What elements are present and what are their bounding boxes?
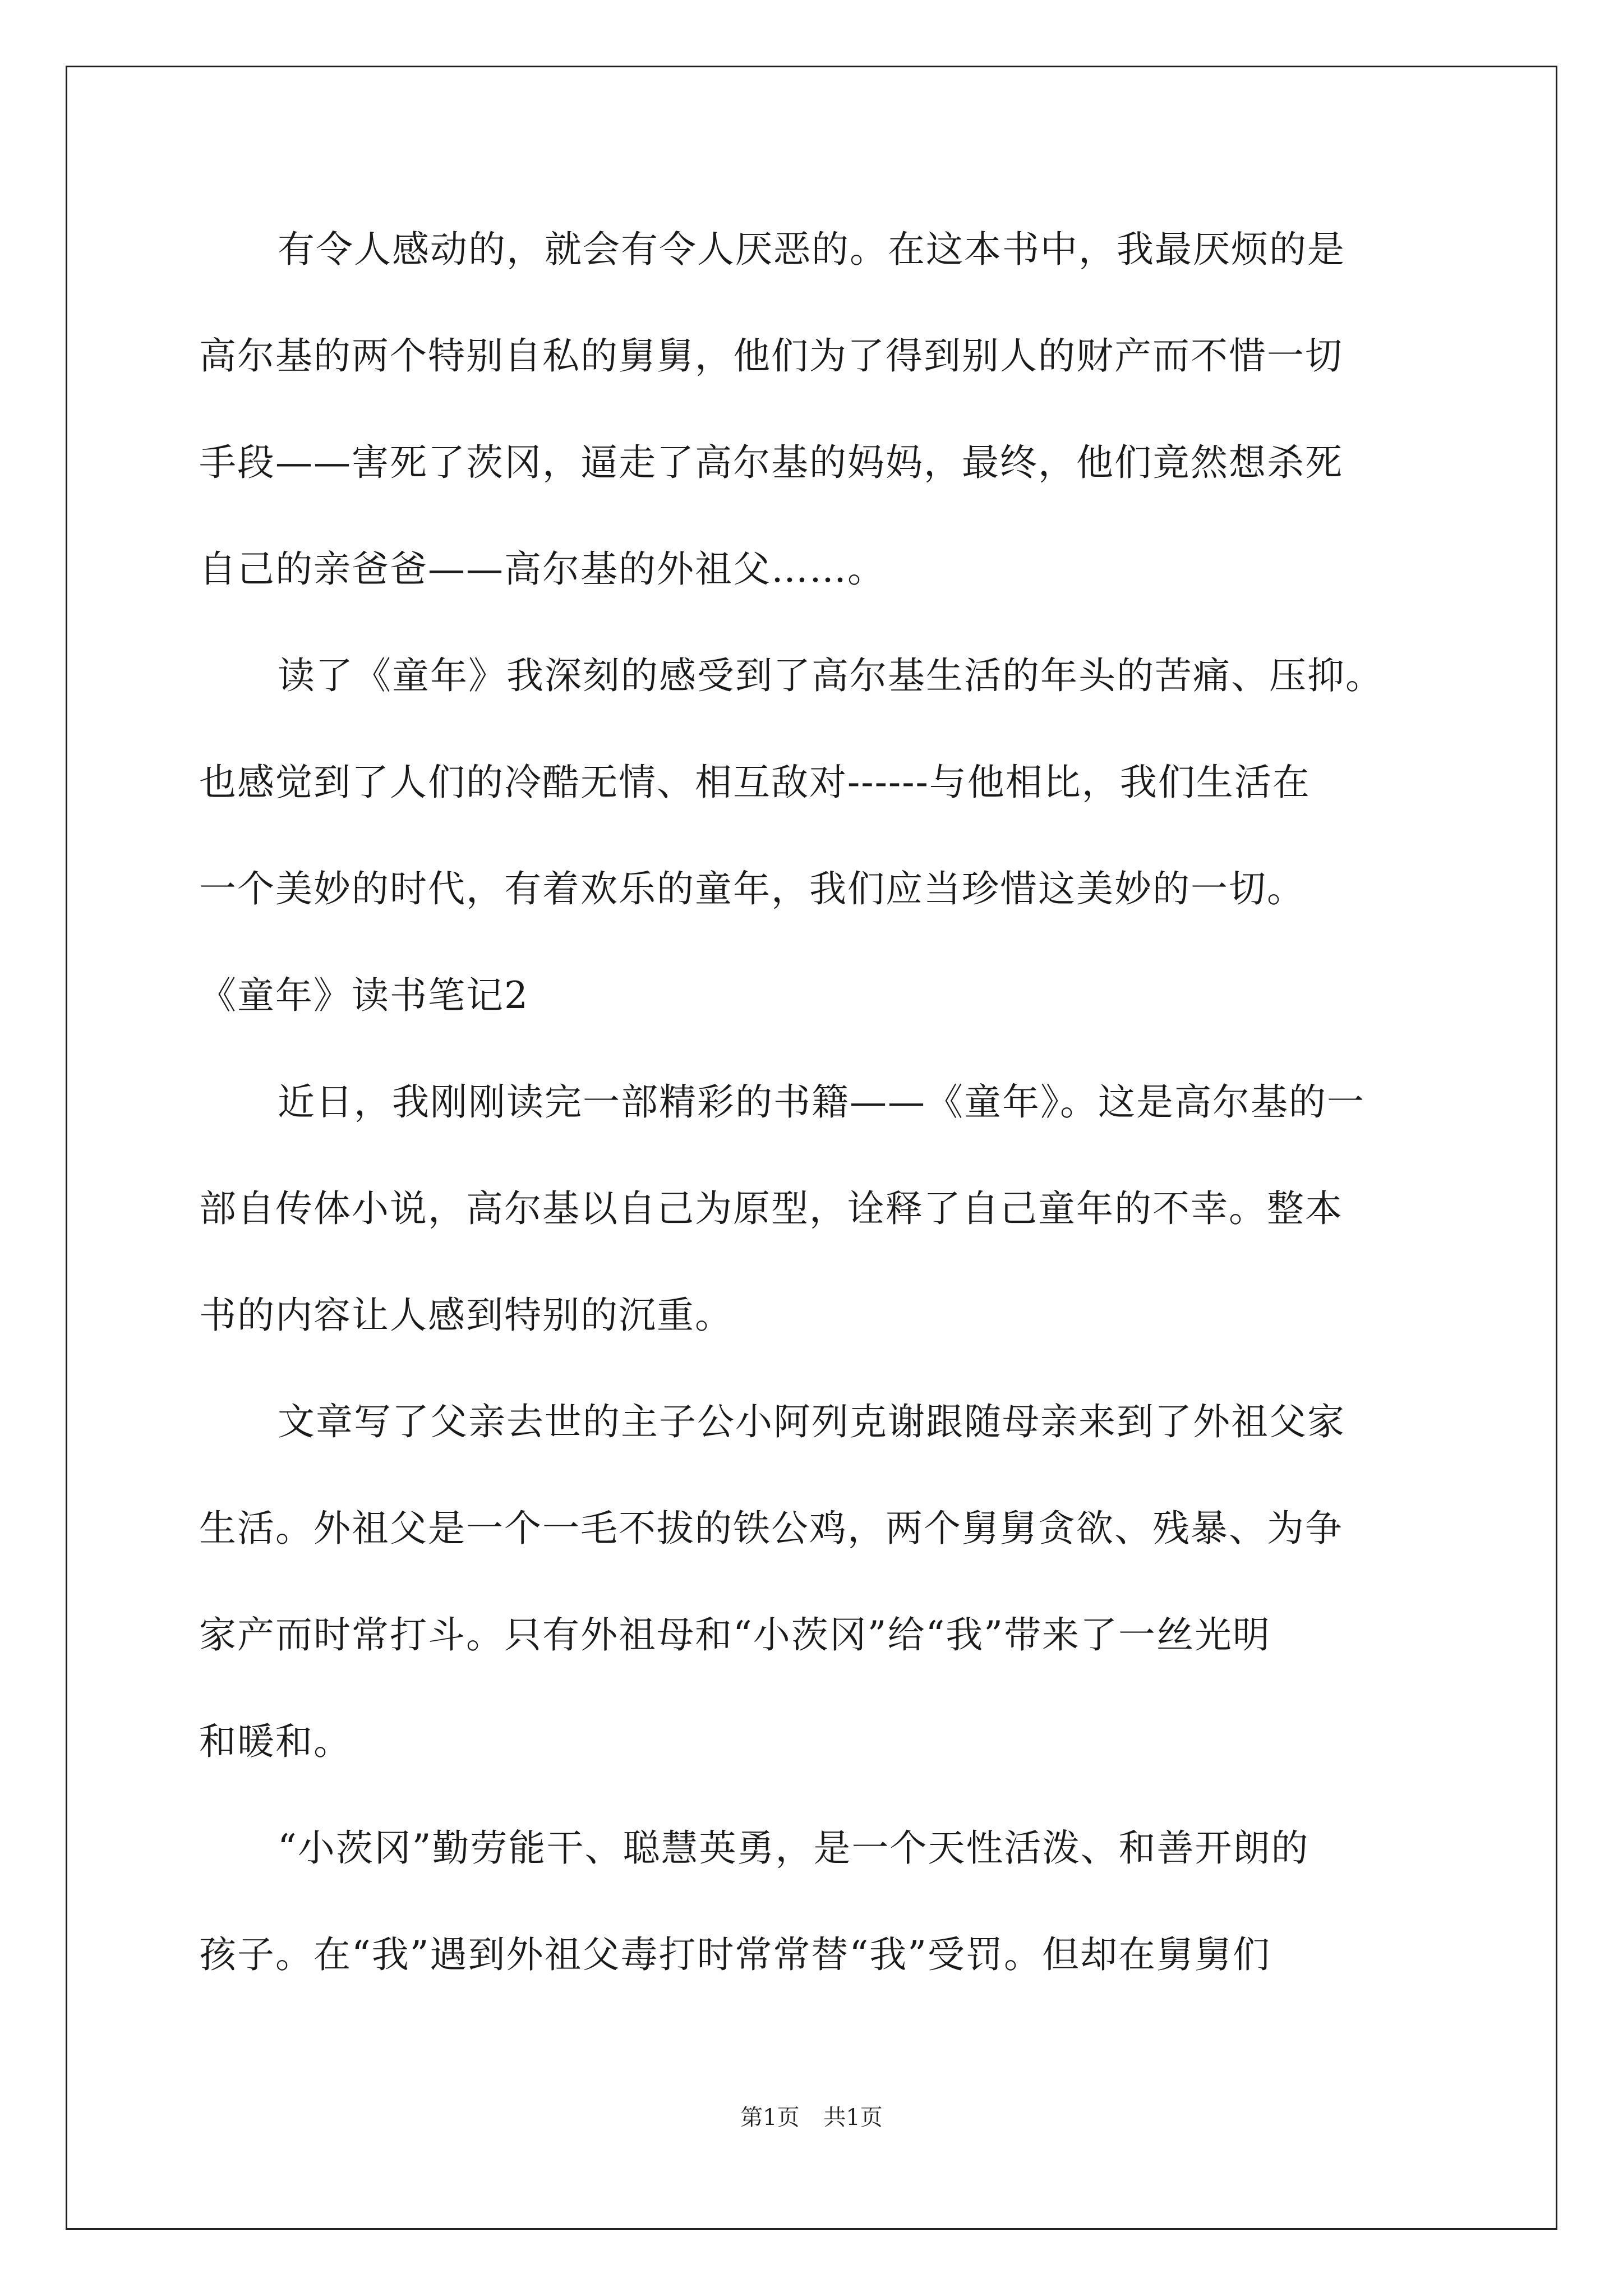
text-line: 家产而时常打斗。只有外祖母和“小茨冈”给“我”带来了一丝光明 bbox=[199, 1613, 1271, 1657]
text-line: 《童年》读书笔记2 bbox=[199, 974, 529, 1017]
text-line: 孩子。在“我”遇到外祖父毒打时常常替“我”受罚。但却在舅舅们 bbox=[199, 1933, 1271, 1976]
text-line: 自己的亲爸爸——高尔基的外祖父……。 bbox=[199, 547, 886, 591]
page-number: 第1页 bbox=[740, 2105, 800, 2131]
text-line: 有令人感动的，就会有令人厌恶的。在这本书中，我最厌烦的是 bbox=[278, 228, 1345, 271]
document-body bbox=[199, 216, 1438, 2028]
text-line: 文章写了父亲去世的主子公小阿列克谢跟随母亲来到了外祖父家 bbox=[278, 1400, 1345, 1443]
page-footer bbox=[0, 2101, 1623, 2134]
text-line: 近日，我刚刚读完一部精彩的书籍——《童年》。这是高尔基的一 bbox=[278, 1080, 1365, 1124]
text-line: 也感觉到了人们的冷酷无情、相互敌对------与他相比，我们生活在 bbox=[199, 761, 1311, 804]
text-line: 生活。外祖父是一个一毛不拔的铁公鸡，两个舅舅贪欲、残暴、为争 bbox=[199, 1507, 1343, 1550]
text-line: 部自传体小说，高尔基以自己为原型，诠释了自己童年的不幸。整本 bbox=[199, 1187, 1343, 1230]
text-line: 高尔基的两个特别自私的舅舅，他们为了得到别人的财产而不惜一切 bbox=[199, 334, 1343, 378]
text-line: 书的内容让人感到特别的沉重。 bbox=[199, 1294, 733, 1337]
text-line: 和暖和。 bbox=[199, 1720, 352, 1763]
text-line: “小茨冈”勤劳能干、聪慧英勇，是一个天性活泼、和善开朗的 bbox=[278, 1826, 1310, 1870]
text-line: 读了《童年》我深刻的感受到了高尔基生活的年头的苦痛、压抑。 bbox=[278, 654, 1384, 697]
text-line: 一个美妙的时代，有着欢乐的童年，我们应当珍惜这美妙的一切。 bbox=[199, 867, 1305, 910]
page-total: 共1页 bbox=[823, 2105, 883, 2131]
text-line: 手段——害死了茨冈，逼走了高尔基的妈妈，最终，他们竟然想杀死 bbox=[199, 441, 1343, 484]
